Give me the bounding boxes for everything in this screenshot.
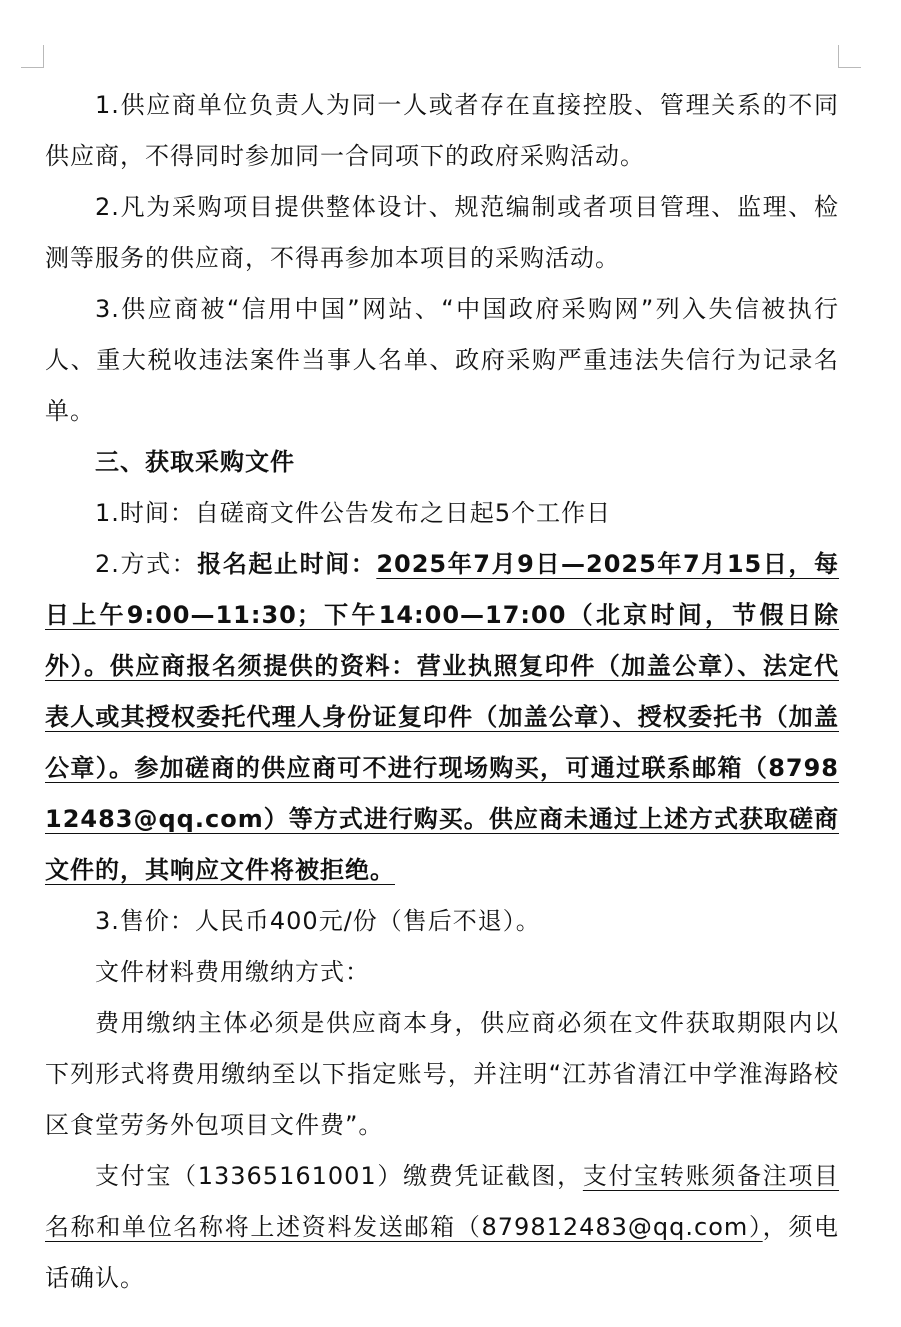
method-label: 2.方式：	[95, 550, 198, 578]
paragraph-alipay	[45, 1151, 839, 1304]
method-details: 2025年7月9日—2025年7月15日，每日上午9:00—11:30；下午14:00—17:00（北京时间，节假日除外）。供应商报名须提供的资料：营业执照复印件（加盖公章）、法定代表人或其授权委托代理人身份证复印件（加盖公章）、授权委托书（加盖公章）。参加磋商的供应商可不进行现场购买，可通过联系邮箱（879812483@qq.com）等方式进行购买。供应商未通过上述方式获取磋商文件的，其响应文件将被拒绝。	[45, 550, 840, 884]
document-body	[45, 80, 839, 1304]
paragraph-fee-detail: 费用缴纳主体必须是供应商本身，供应商必须在文件获取期限内以下列形式将费用缴纳至以下指定账号，并注明“江苏省清江中学淮海路校区食堂劳务外包项目文件费”。	[45, 1009, 839, 1139]
paragraph-time: 1.时间：自磋商文件公告发布之日起5个工作日	[95, 499, 612, 527]
page-corner-mark-top-left	[21, 45, 44, 68]
paragraph-fee-method: 文件材料费用缴纳方式：	[95, 958, 370, 986]
alipay-instructions: 支付宝转账须备注项目名称和单位名称将上述资料发送邮箱（879812483@qq.com）	[45, 1162, 840, 1241]
paragraph-price: 3.售价：人民币400元/份（售后不退）。	[95, 907, 541, 935]
paragraph-method	[45, 539, 839, 896]
section-heading: 三、获取采购文件	[95, 448, 295, 476]
alipay-prefix: 支付宝（13365161001）缴费凭证截图，	[95, 1162, 583, 1190]
paragraph-design-service-exclusion: 2.凡为采购项目提供整体设计、规范编制或者项目管理、监理、检测等服务的供应商，不得再参加本项目的采购活动。	[45, 193, 839, 272]
paragraph-supplier-same-owner: 1.供应商单位负责人为同一人或者存在直接控股、管理关系的不同供应商，不得同时参加同一合同项下的政府采购活动。	[45, 91, 839, 170]
alipay-suffix: ，须电话确认。	[45, 1213, 840, 1292]
page-corner-mark-top-right	[838, 45, 861, 68]
paragraph-credit-blacklist: 3.供应商被“信用中国”网站、“中国政府采购网”列入失信被执行人、重大税收违法案件当事人名单、政府采购严重违法失信行为记录名单。	[45, 295, 839, 425]
method-subtitle: 报名起止时间：	[197, 550, 377, 578]
